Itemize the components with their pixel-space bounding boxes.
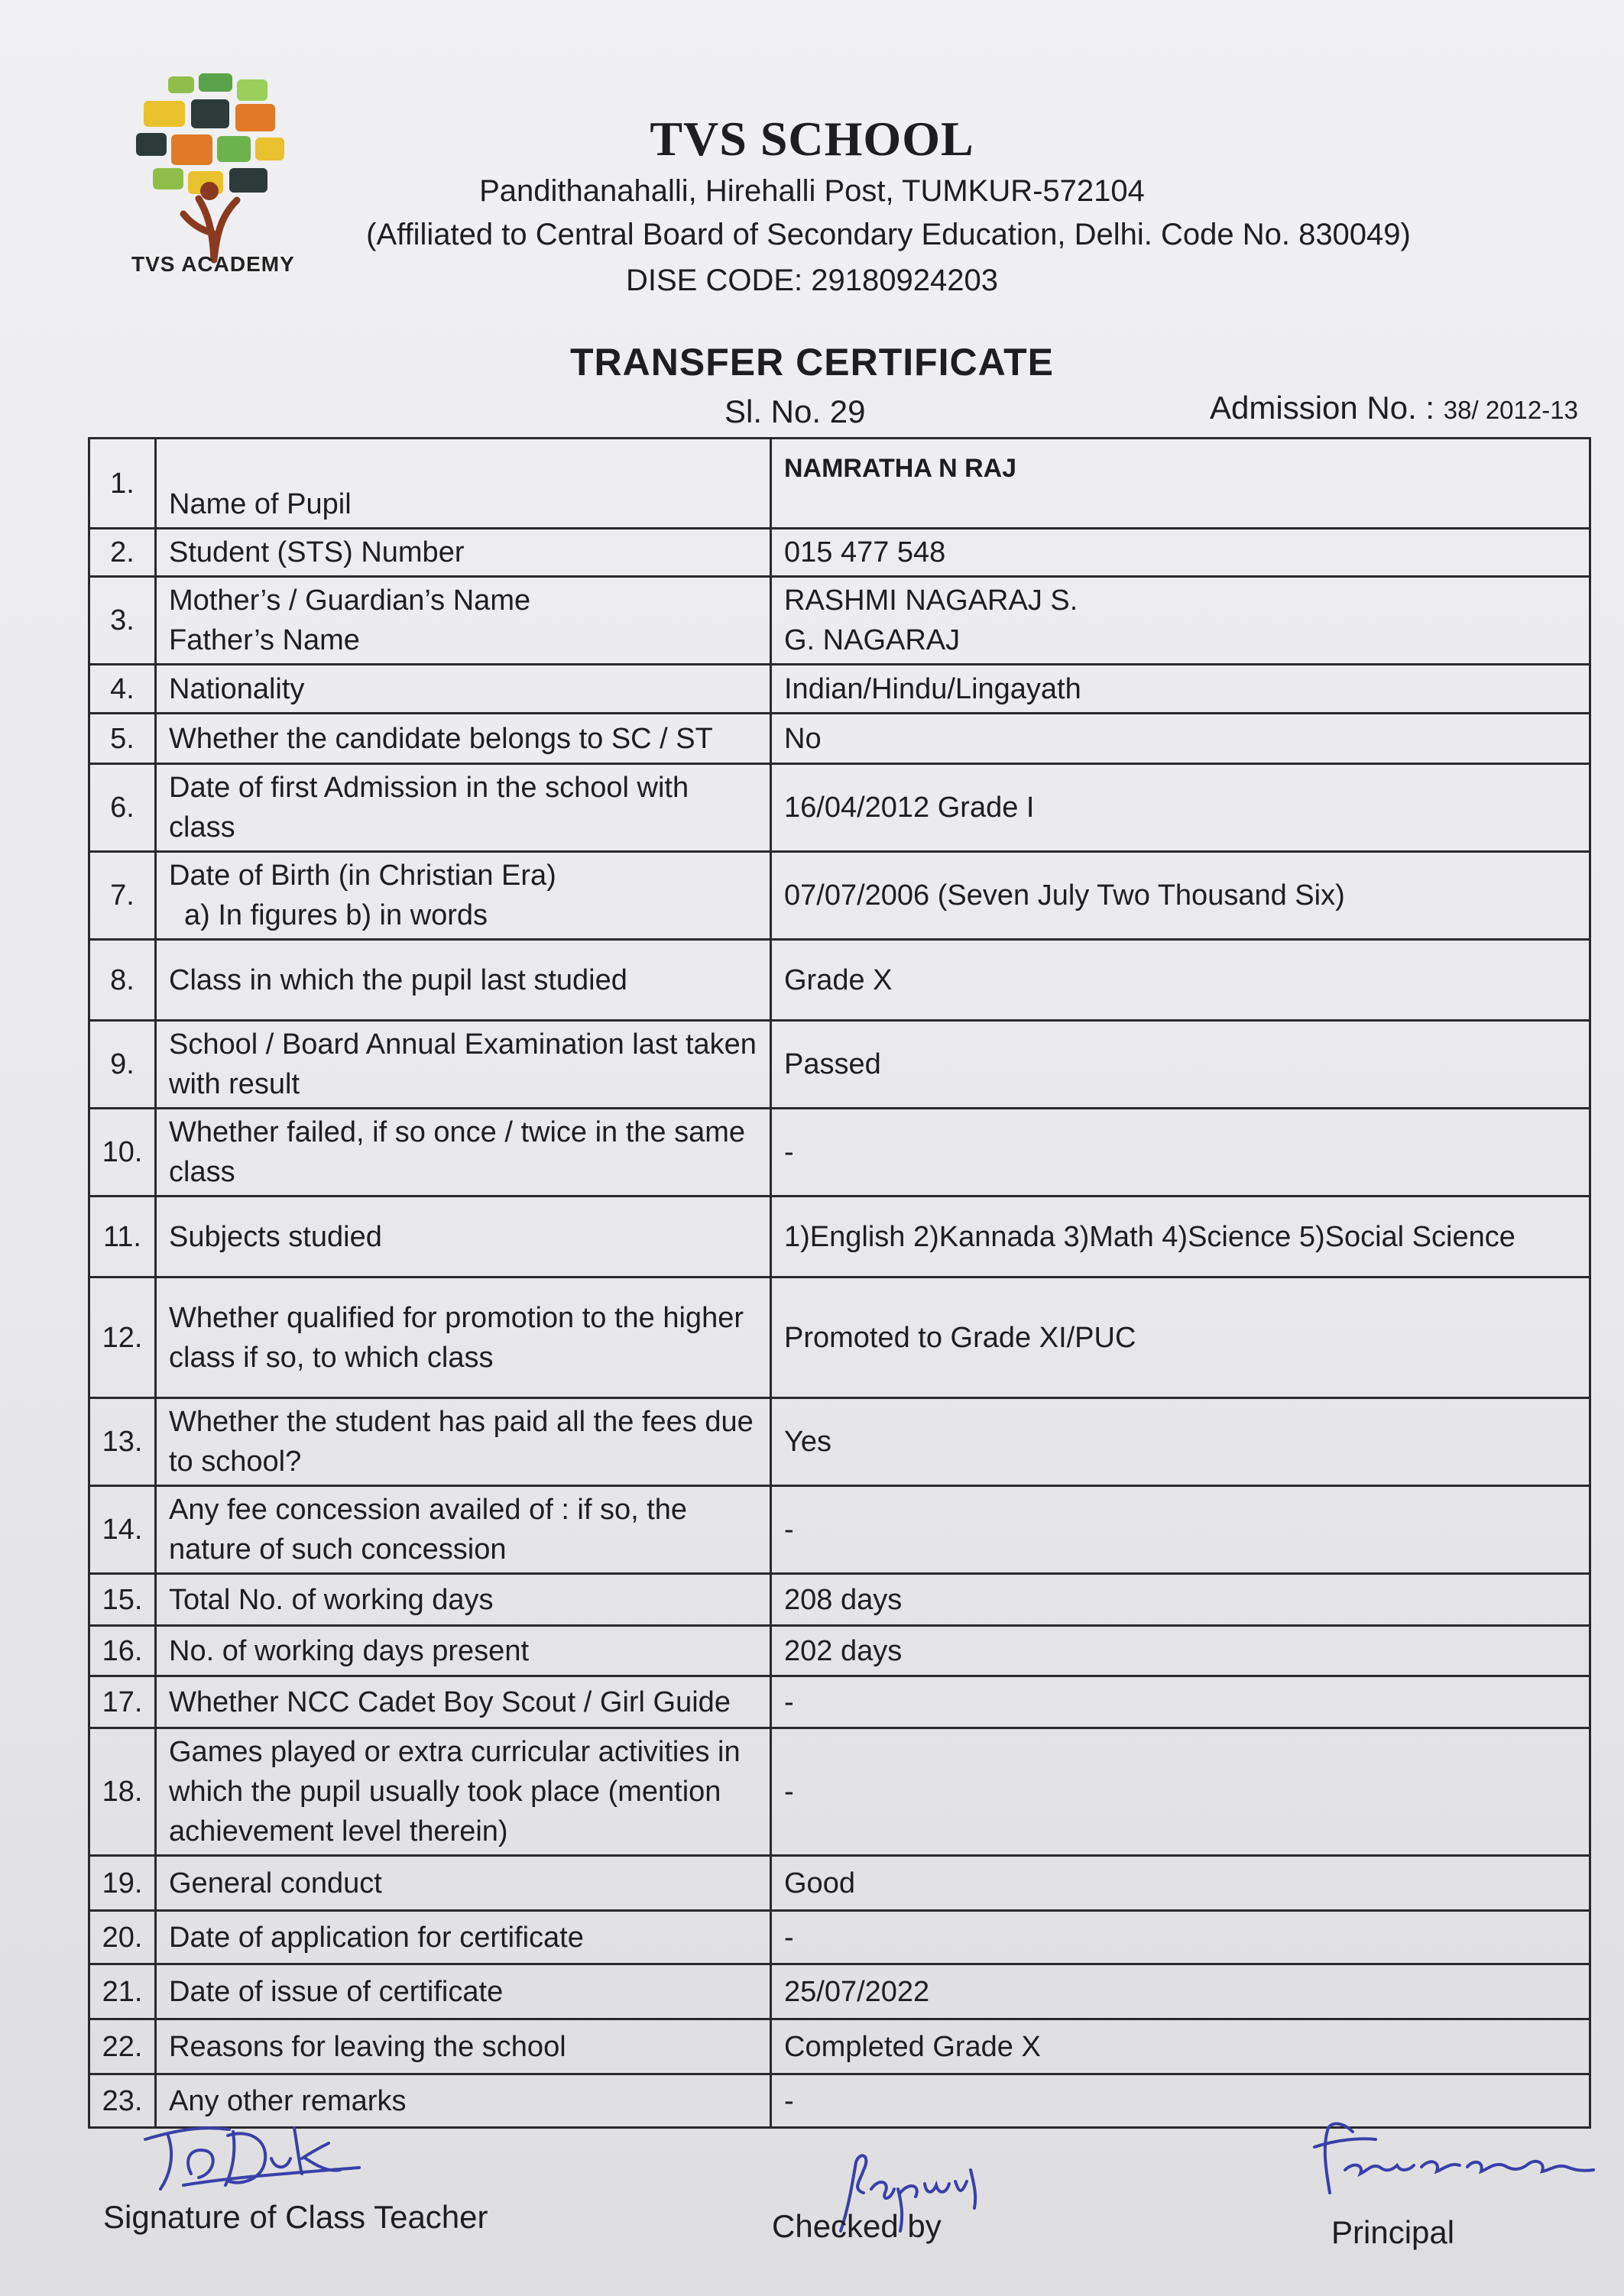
table-row bbox=[89, 529, 1590, 577]
row-number: 8. bbox=[89, 940, 156, 1021]
row-label bbox=[156, 714, 771, 764]
row-number: 12. bbox=[89, 1278, 156, 1398]
admission-number bbox=[1210, 390, 1578, 426]
table-row bbox=[89, 1728, 1590, 1856]
row-value bbox=[771, 439, 1590, 529]
row-label-text: Whether the candidate belongs to SC / ST bbox=[169, 722, 713, 755]
row-label bbox=[156, 439, 771, 529]
row-value-text: NAMRATHA N RAJ bbox=[784, 454, 1017, 483]
row-number: 1. bbox=[89, 439, 156, 529]
row-value bbox=[771, 665, 1590, 714]
table-row bbox=[89, 439, 1590, 529]
row-value-text: Promoted to Grade XI/PUC bbox=[784, 1321, 1136, 1354]
row-label bbox=[156, 1197, 771, 1278]
row-value bbox=[771, 577, 1590, 665]
row-value bbox=[771, 1486, 1590, 1574]
row-value bbox=[771, 1109, 1590, 1197]
row-number: 9. bbox=[89, 1021, 156, 1109]
row-number: 21. bbox=[89, 1964, 156, 2019]
row-value-text: No bbox=[784, 722, 822, 755]
serial-number: Sl. No. 29 bbox=[724, 393, 866, 429]
row-label bbox=[156, 577, 771, 665]
row-value bbox=[771, 764, 1590, 852]
row-label bbox=[156, 1676, 771, 1728]
table-row bbox=[89, 940, 1590, 1021]
row-value-text: Grade X bbox=[784, 963, 893, 996]
row-number: 3. bbox=[89, 577, 156, 665]
row-value-text: 16/04/2012 Grade I bbox=[784, 792, 1035, 824]
row-value-text: - bbox=[784, 1776, 794, 1808]
row-value-text: - bbox=[784, 1686, 794, 1718]
row-number: 20. bbox=[89, 1911, 156, 1964]
row-label-text: General conduct bbox=[169, 1867, 382, 1899]
row-value-text: - bbox=[784, 1514, 794, 1546]
row-label bbox=[156, 1278, 771, 1398]
row-label bbox=[156, 1574, 771, 1626]
row-label-text: Nationality bbox=[169, 672, 305, 705]
row-label bbox=[156, 2019, 771, 2074]
class-teacher-signature-label: Signature of Class Teacher bbox=[103, 2199, 488, 2235]
row-value-text: 25/07/2022 bbox=[784, 1975, 930, 2008]
row-label-text: Mother’s / Guardian’s Name bbox=[169, 585, 531, 617]
row-label bbox=[156, 1911, 771, 1964]
row-label-text: Date of first Admission in the school with class bbox=[169, 772, 689, 844]
row-label bbox=[156, 665, 771, 714]
row-number: 16. bbox=[89, 1626, 156, 1676]
row-label-text: Date of Birth (in Christian Era) bbox=[169, 860, 556, 892]
row-number: 15. bbox=[89, 1574, 156, 1626]
row-number: 10. bbox=[89, 1109, 156, 1197]
certificate-title: TRANSFER CERTIFICATE bbox=[570, 341, 1054, 384]
row-number: 11. bbox=[89, 1197, 156, 1278]
row-value bbox=[771, 1278, 1590, 1398]
row-value-text: 07/07/2006 (Seven July Two Thousand Six) bbox=[784, 879, 1345, 912]
row-value bbox=[771, 940, 1590, 1021]
table-row bbox=[89, 1911, 1590, 1964]
row-number: 6. bbox=[89, 764, 156, 852]
row-label-text-2: a) In figures b) in words bbox=[184, 899, 488, 931]
table-row bbox=[89, 714, 1590, 764]
row-number: 18. bbox=[89, 1728, 156, 1856]
table-row bbox=[89, 1109, 1590, 1197]
table-row bbox=[89, 764, 1590, 852]
table-row bbox=[89, 1278, 1590, 1398]
row-value bbox=[771, 1197, 1590, 1278]
row-label-text: Student (STS) Number bbox=[169, 536, 465, 568]
row-value bbox=[771, 852, 1590, 940]
row-value-text: - bbox=[784, 2084, 794, 2117]
row-value-text: Completed Grade X bbox=[784, 2030, 1041, 2063]
principal-signature bbox=[1299, 2116, 1605, 2208]
row-label bbox=[156, 1109, 771, 1197]
row-value bbox=[771, 714, 1590, 764]
row-number: 22. bbox=[89, 2019, 156, 2074]
row-label bbox=[156, 1398, 771, 1486]
row-number: 14. bbox=[89, 1486, 156, 1574]
row-label-text: Class in which the pupil last studied bbox=[169, 963, 627, 996]
logo-text: TVS ACADEMY bbox=[131, 252, 295, 276]
row-label-text: Total No. of working days bbox=[169, 1583, 494, 1616]
row-value bbox=[771, 1911, 1590, 1964]
row-label bbox=[156, 1021, 771, 1109]
row-label bbox=[156, 1626, 771, 1676]
row-value bbox=[771, 1574, 1590, 1626]
row-value bbox=[771, 1626, 1590, 1676]
row-label bbox=[156, 529, 771, 577]
row-label bbox=[156, 764, 771, 852]
row-number: 19. bbox=[89, 1856, 156, 1911]
row-number: 13. bbox=[89, 1398, 156, 1486]
row-value bbox=[771, 1728, 1590, 1856]
row-number: 23. bbox=[89, 2074, 156, 2128]
dise-code: DISE CODE: 29180924203 bbox=[626, 264, 998, 297]
school-address: Pandithanahalli, Hirehalli Post, TUMKUR-572104 bbox=[479, 174, 1145, 208]
row-label bbox=[156, 940, 771, 1021]
row-value bbox=[771, 1856, 1590, 1911]
row-label bbox=[156, 1856, 771, 1911]
table-row bbox=[89, 1626, 1590, 1676]
row-value bbox=[771, 529, 1590, 577]
row-value-text: Good bbox=[784, 1867, 855, 1899]
checked-by-label: Checked by bbox=[772, 2208, 942, 2244]
row-label-text: Reasons for leaving the school bbox=[169, 2030, 566, 2063]
row-label-text: Whether failed, if so once / twice in the same class bbox=[169, 1116, 746, 1188]
row-value-text-2: G. NAGARAJ bbox=[784, 624, 961, 656]
row-label-text: School / Board Annual Examination last taken with result bbox=[169, 1028, 757, 1100]
row-number: 7. bbox=[89, 852, 156, 940]
table-row bbox=[89, 852, 1590, 940]
class-teacher-signature bbox=[138, 2113, 382, 2197]
row-value bbox=[771, 1021, 1590, 1109]
row-value bbox=[771, 2019, 1590, 2074]
row-label-text: Whether the student has paid all the fees due to school? bbox=[169, 1406, 754, 1478]
row-number: 5. bbox=[89, 714, 156, 764]
row-value bbox=[771, 1676, 1590, 1728]
table-row bbox=[89, 1676, 1590, 1728]
row-label-text: Date of issue of certificate bbox=[169, 1975, 504, 2008]
affiliation: (Affiliated to Central Board of Secondary Education, Delhi. Code No. 830049) bbox=[366, 218, 1411, 251]
admission-value: 38/ 2012-13 bbox=[1443, 396, 1578, 424]
row-label-text: Whether NCC Cadet Boy Scout / Girl Guide bbox=[169, 1686, 731, 1718]
row-value-text: 208 days bbox=[784, 1583, 903, 1616]
row-label-text: Date of application for certificate bbox=[169, 1921, 584, 1954]
row-label bbox=[156, 1728, 771, 1856]
row-label-text: Any fee concession availed of : if so, the nature of such concession bbox=[169, 1494, 688, 1566]
table-row bbox=[89, 1398, 1590, 1486]
row-value-text: 202 days bbox=[784, 1634, 903, 1667]
row-label-text: Subjects studied bbox=[169, 1220, 382, 1253]
row-value-text: 015 477 548 bbox=[784, 536, 946, 568]
admission-label: Admission No. : bbox=[1210, 390, 1444, 426]
row-label-text: Whether qualified for promotion to the higher class if so, to which class bbox=[169, 1301, 744, 1374]
row-label-text: Games played or extra curricular activities in which the pupil usually took place (mention achievement level therein) bbox=[169, 1736, 741, 1847]
row-value-text: RASHMI NAGARAJ S. bbox=[784, 585, 1078, 617]
table-row bbox=[89, 1021, 1590, 1109]
certificate-table bbox=[88, 437, 1591, 2129]
row-label bbox=[156, 852, 771, 940]
row-label-text: Name of Pupil bbox=[169, 488, 352, 520]
row-value bbox=[771, 1964, 1590, 2019]
row-value-text: - bbox=[784, 1921, 794, 1954]
table-row bbox=[89, 1856, 1590, 1911]
school-name: TVS SCHOOL bbox=[650, 112, 974, 166]
table-row bbox=[89, 665, 1590, 714]
table-row bbox=[89, 1486, 1590, 1574]
row-value-text: Indian/Hindu/Lingayath bbox=[784, 672, 1081, 705]
row-label-text: Any other remarks bbox=[169, 2084, 407, 2117]
row-value bbox=[771, 1398, 1590, 1486]
row-label-text: No. of working days present bbox=[169, 1634, 530, 1667]
row-number: 17. bbox=[89, 1676, 156, 1728]
row-number: 4. bbox=[89, 665, 156, 714]
row-label bbox=[156, 1486, 771, 1574]
row-label-text-2: Father’s Name bbox=[169, 624, 360, 656]
row-label bbox=[156, 1964, 771, 2019]
row-value-text: Yes bbox=[784, 1426, 831, 1458]
table-row bbox=[89, 2019, 1590, 2074]
row-number: 2. bbox=[89, 529, 156, 577]
row-value-text: Passed bbox=[784, 1048, 881, 1080]
table-row bbox=[89, 1964, 1590, 2019]
row-value-text: 1)English 2)Kannada 3)Math 4)Science 5)Social Science bbox=[784, 1220, 1515, 1253]
row-value-text: - bbox=[784, 1136, 794, 1168]
table-row bbox=[89, 577, 1590, 665]
table-row bbox=[89, 1574, 1590, 1626]
principal-label: Principal bbox=[1331, 2214, 1455, 2250]
table-row bbox=[89, 1197, 1590, 1278]
